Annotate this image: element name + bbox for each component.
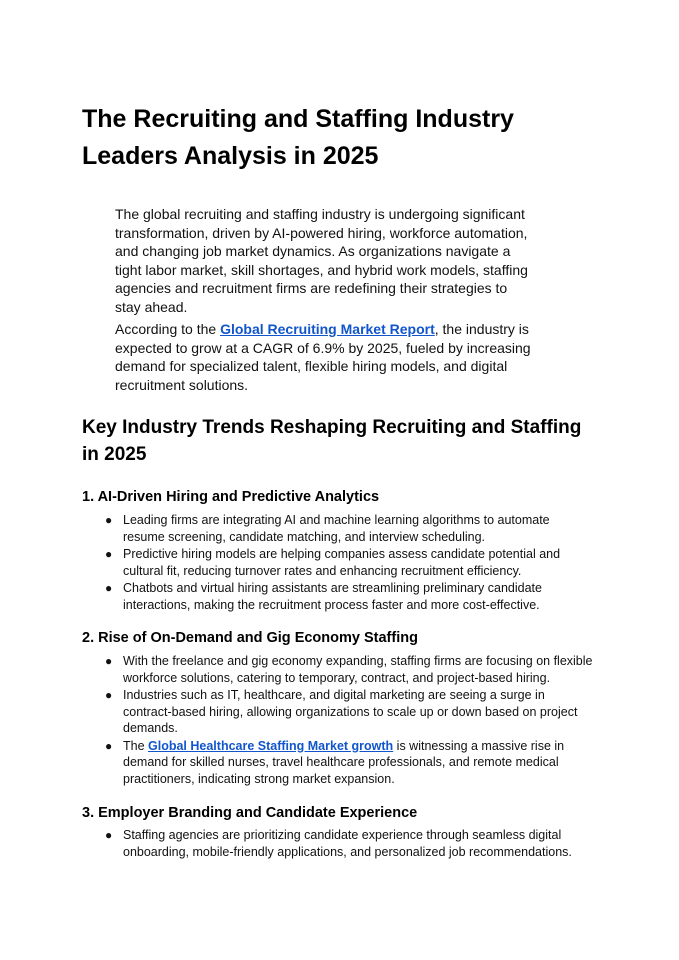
bullet-list xyxy=(105,653,593,788)
list-item xyxy=(105,827,593,860)
section-title-ai-hiring: 1. AI-Driven Hiring and Predictive Analytics xyxy=(82,489,380,505)
global-healthcare-staffing-market-link[interactable]: Global Healthcare Staffing Market growth xyxy=(148,738,394,753)
bullet-icon: ● xyxy=(105,513,113,527)
bullet-icon: ● xyxy=(105,828,113,842)
bullet-icon: ● xyxy=(105,581,113,595)
list-item xyxy=(105,687,593,737)
bullet-icon: ● xyxy=(105,654,113,668)
list-item-text: Predictive hiring models are helping companies assess candidate potential and cultural fit, reducing turnover rates and enhancing recruitment efficiency. xyxy=(123,547,561,578)
bullet-list xyxy=(105,512,593,614)
intro-paragraph: The global recruiting and staffing industry is undergoing significant transformation, driven by AI-powered hiring, workforce automation, and changing job market dynamics. As organizations navigate a tight labor market, skill shortages, and hybrid work models, staffing agencies and recruitment firms are redefining their strategies to stay ahead. xyxy=(115,206,528,315)
bullet-icon: ● xyxy=(105,688,113,702)
bullet-list xyxy=(105,827,593,861)
list-item-text: Chatbots and virtual hiring assistants are streamlining preliminary candidate interactions, making the recruitment process faster and more cost-effective. xyxy=(123,581,542,612)
list-item xyxy=(105,653,593,686)
list-item xyxy=(105,580,593,613)
list-item xyxy=(105,512,593,545)
trends-heading: Key Industry Trends Reshaping Recruiting and Staffing in 2025 xyxy=(82,417,582,465)
list-item-text: Leading firms are integrating AI and machine learning algorithms to automate resume screening, candidate matching, and interview scheduling. xyxy=(123,513,550,544)
section-title-employer-branding: 3. Employer Branding and Candidate Experience xyxy=(82,805,418,821)
list-item xyxy=(105,738,593,788)
list-item-text: Industries such as IT, healthcare, and digital marketing are seeing a surge in contract-based hiring, allowing organizations to scale up or down based on project demands. xyxy=(123,688,578,735)
paragraph-text: According to the xyxy=(115,321,221,337)
section-title-gig-economy: 2. Rise of On-Demand and Gig Economy Staffing xyxy=(82,630,418,646)
list-item-text: is witnessing a massive rise in demand for skilled nurses, travel healthcare professionals, and remote medical practitioners, indicating strong market expansion. xyxy=(123,738,565,786)
list-item-text: Staffing agencies are prioritizing candidate experience through seamless digital onboarding, mobile-friendly applications, and personalized job recommendations. xyxy=(123,828,572,859)
list-item xyxy=(105,546,593,579)
market-report-paragraph xyxy=(115,320,535,394)
bullet-icon: ● xyxy=(105,547,113,561)
list-item-text: The xyxy=(123,738,149,753)
list-item-text: With the freelance and gig economy expanding, staffing firms are focusing on flexible workforce solutions, catering to temporary, contract, and project-based hiring. xyxy=(123,654,593,685)
paragraph-text: , the industry is expected to grow at a CAGR of 6.9% by 2025, fueled by increasing demand for specialized talent, flexible hiring models, and digital recruitment solutions. xyxy=(115,321,531,393)
global-recruiting-market-report-link[interactable]: Global Recruiting Market Report xyxy=(220,321,435,337)
document-title: The Recruiting and Staffing Industry Leaders Analysis in 2025 xyxy=(82,105,514,170)
bullet-icon: ● xyxy=(105,738,113,753)
